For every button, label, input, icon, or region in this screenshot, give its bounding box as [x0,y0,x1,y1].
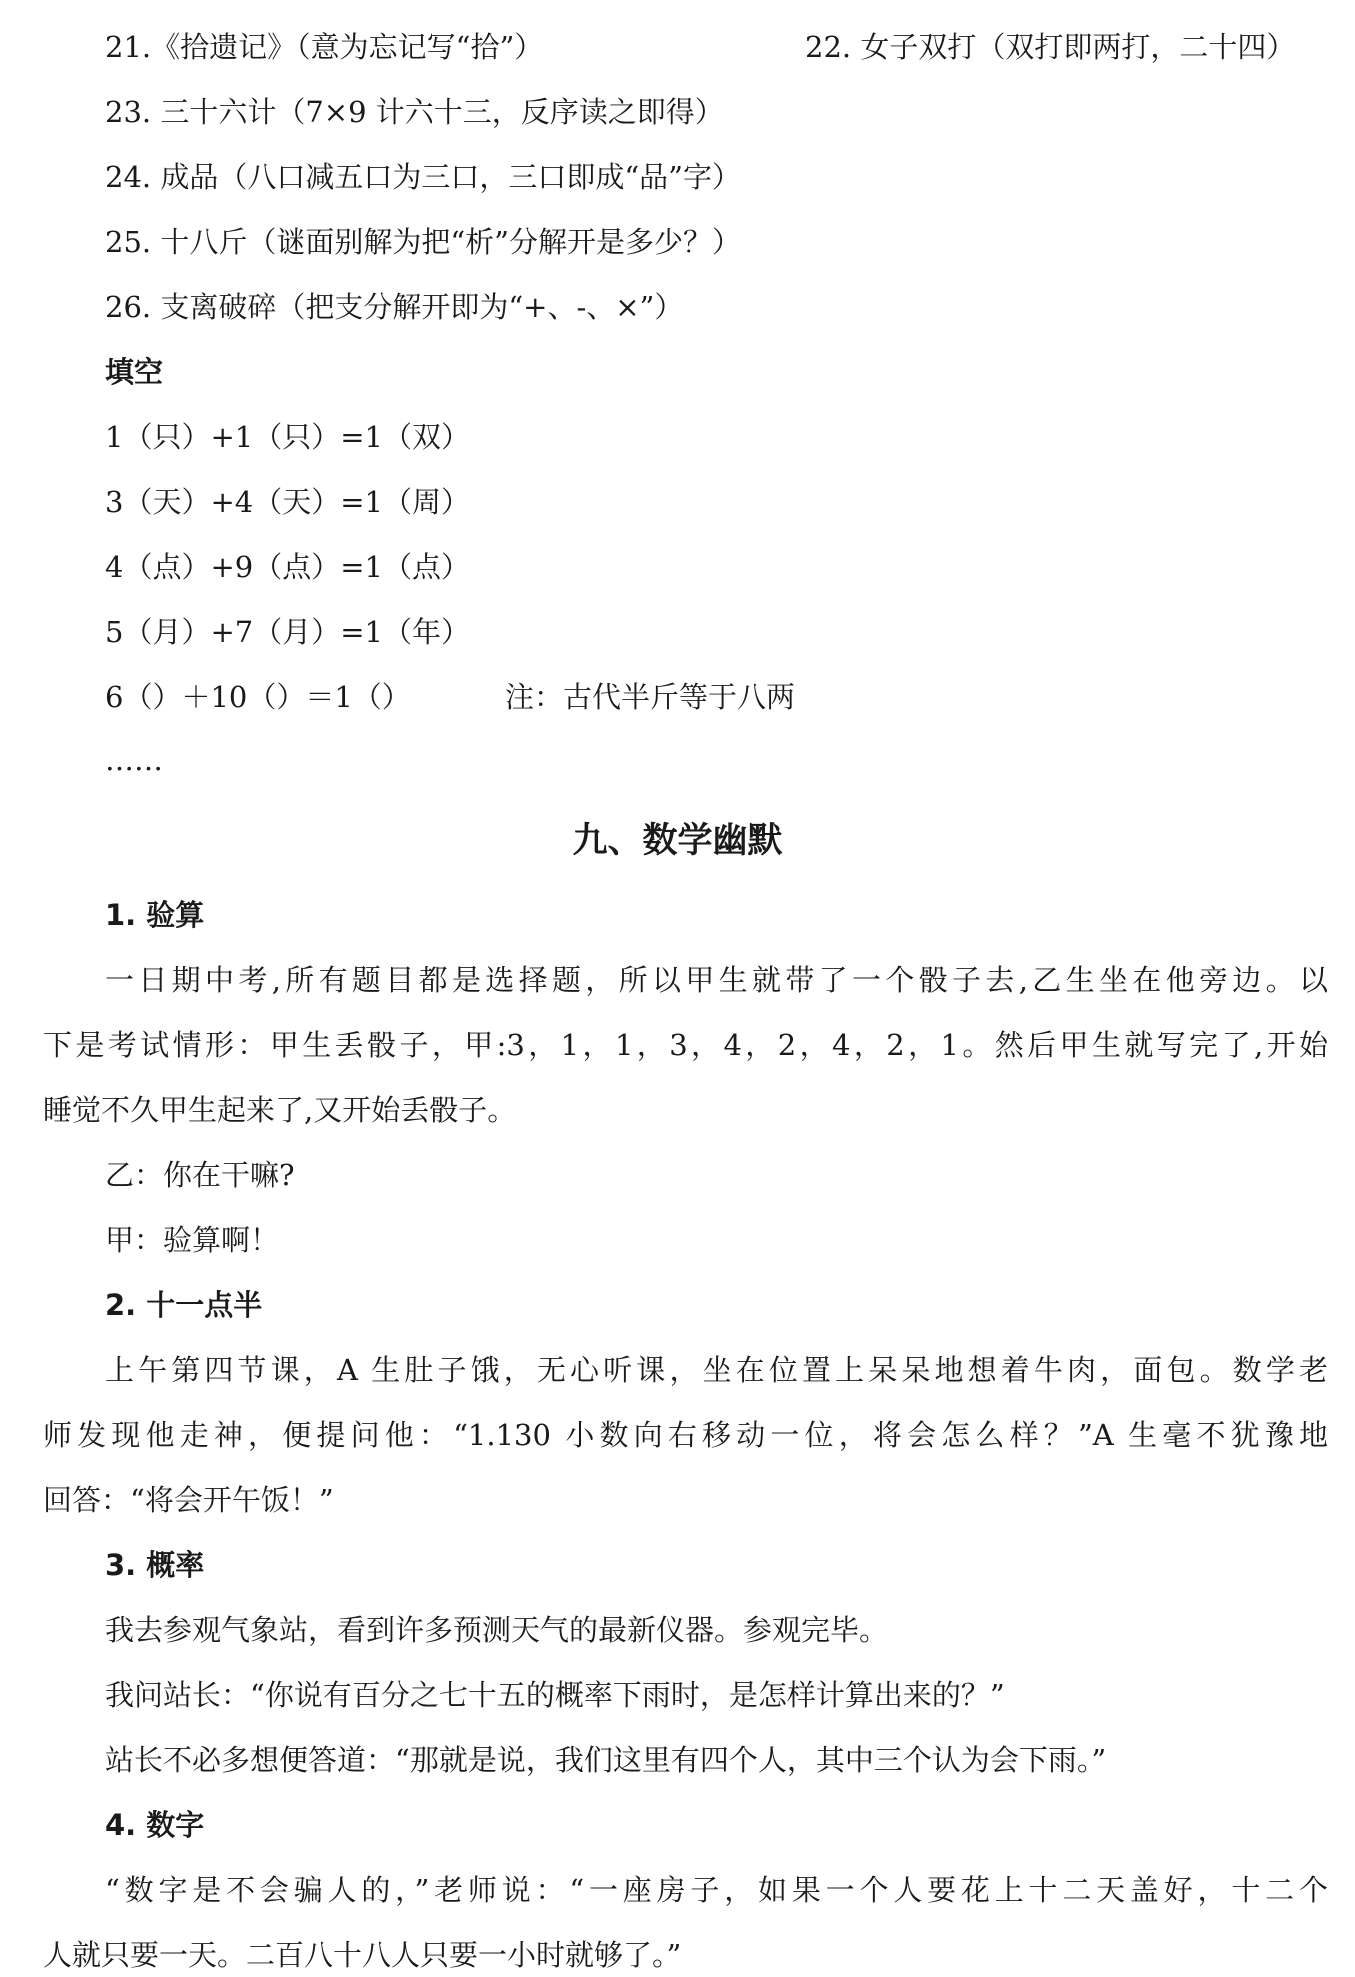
humor-2-paragraph-line: 回答：“将会开午饭！” [43,1483,334,1517]
humor-2-paragraph-line: 师发现他走神，便提问他：“1.130 小数向右移动一位，将会怎么样？”A 生毫不犹豫地 [43,1418,1328,1452]
riddle-23: 23. 三十六计（7×9 计六十三，反序读之即得） [105,95,724,129]
humor-3-line: 我去参观气象站，看到许多预测天气的最新仪器。参观完毕。 [105,1613,889,1647]
humor-2-paragraph-line: 上午第四节课，A 生肚子饿，无心听课，坐在位置上呆呆地想着牛肉，面包。数学老 [105,1353,1328,1387]
humor-4-paragraph-line: “数字是不会骗人的，”老师说：“一座房子，如果一个人要花上十二天盖好，十二个 [105,1873,1328,1907]
fill-note: 注：古代半斤等于八两 [505,680,796,714]
humor-heading-4: 4. 数字 [105,1808,205,1842]
riddle-21: 21.《拾遗记》（意为忘记写“拾”） [105,30,544,64]
fill-item: 5（月）+7（月）=1（年） [105,615,470,649]
fill-item: 4（点）+9（点）=1（点） [105,550,470,584]
humor-3-line: 站长不必多想便答道：“那就是说，我们这里有四个人，其中三个认为会下雨。” [105,1743,1107,1777]
humor-4-paragraph-line: 人就只要一天。二百八十八人只要一小时就够了。” [43,1938,682,1972]
humor-1-paragraph-line: 一日期中考,所有题目都是选择题，所以甲生就带了一个骰子去,乙生坐在他旁边。以 [105,963,1328,997]
fill-item: 6（）＋10（）＝1（） [105,680,411,714]
humor-heading-3: 3. 概率 [105,1548,205,1582]
fill-heading: 填空 [105,355,164,389]
humor-1-paragraph-line: 睡觉不久甲生起来了,又开始丢骰子。 [43,1093,517,1127]
humor-1-paragraph-line: 下是考试情形：甲生丢骰子，甲:3，1，1，3，4，2，4，2，1。然后甲生就写完了,开始 [43,1028,1328,1062]
riddle-22: 22. 女子双打（双打即两打，二十四） [805,30,1296,64]
humor-1-dialog: 乙：你在干嘛? [105,1158,295,1192]
fill-ellipsis: …… [105,743,163,777]
riddle-26: 26. 支离破碎（把支分解开即为“+、-、×”） [105,290,684,324]
section-title: 九、数学幽默 [572,821,783,861]
fill-item: 3（天）+4（天）=1（周） [105,485,470,519]
humor-1-dialog: 甲：验算啊！ [105,1223,280,1257]
humor-heading-1: 1. 验算 [105,898,205,932]
riddle-25: 25. 十八斤（谜面别解为把“析”分解开是多少？） [105,225,741,259]
humor-heading-2: 2. 十一点半 [105,1288,263,1322]
humor-3-line: 我问站长：“你说有百分之七十五的概率下雨时，是怎样计算出来的？” [105,1678,1005,1712]
fill-item: 1（只）+1（只）=1（双） [105,420,470,454]
riddle-24: 24. 成品（八口减五口为三口，三口即成“品”字） [105,160,741,194]
